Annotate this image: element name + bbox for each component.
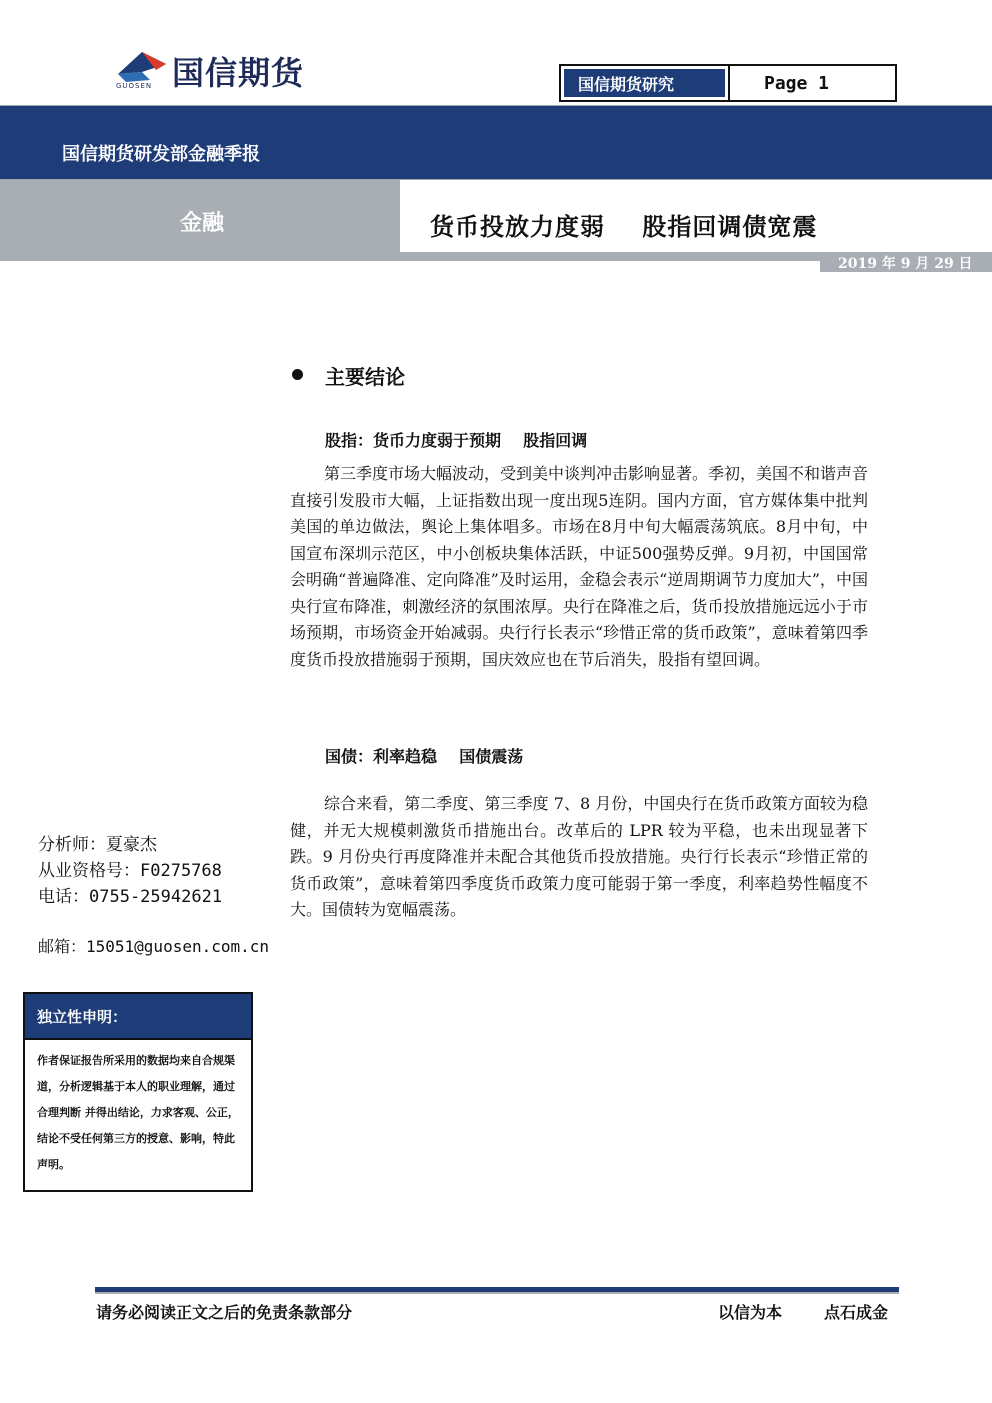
page-header-box xyxy=(559,64,897,102)
bullet-icon xyxy=(292,369,303,380)
analyst-phone: 电话：0755-25942621 xyxy=(38,887,223,907)
declaration-body: 作者保证报告所采用的数据均来自合规渠道，分析逻辑基于本人的职业理解，通过合理判断 并得出结论，力求客观、公正，结论不受任何第三方的授意、影响，特此声明。 xyxy=(37,1054,239,1171)
analyst-license: 从业资格号：F0275768 xyxy=(38,861,222,881)
bond-paragraph: 综合来看，第二季度、第三季度 7、8 月份，中国央行在货币政策方面较为稳健，并无大规模刺激货币措施出台。改革后的 LPR 较为平稳，也未出现显著下跌。9 月份央行再度降准并未配合其他货币投放措施。央行行长表示“珍惜正常的货币政策”，意味着第四季度货币政策力度可能弱于第一季度，利率趋势性幅度不大。国债转为宽幅震荡。 xyxy=(290,794,868,919)
stock-subtitle: 股指：货币力度弱于预期 股指回调 xyxy=(325,431,588,450)
report-headline: 货币投放力度弱 股指回调债宽震 xyxy=(430,212,818,241)
slogan-2: 点石成金 xyxy=(824,1303,889,1322)
analyst-email: 邮箱：15051@guosen.com.cn xyxy=(38,937,270,956)
research-label: 国信期货研究 xyxy=(561,66,728,100)
report-date: 2019 年 9 月 29 日 xyxy=(838,256,973,272)
page-number: Page 1 xyxy=(728,66,895,100)
declaration-title: 独立性申明： xyxy=(25,994,251,1040)
disclaimer-note: 请务必阅读正文之后的免责条款部分 xyxy=(96,1303,353,1322)
stock-paragraph: 第三季度市场大幅波动，受到美中谈判冲击影响显著。季初，美国不和谐声音直接引发股市大幅，上证指数出现一度出现5连阴。国内方面，官方媒体集中批判美国的单边做法，舆论上集体唱多。市场在8月中旬大幅震荡筑底。8月中旬，中国宣布深圳示范区，中小创板块集体活跃，中证500强势反弹。9月初，中国国常会明确“普遍降准、定向降准”及时运用，金稳会表示“逆周期调节力度加大”，中国央行宣布降准，刺激经济的氛围浓厚。央行在降准之后，货币投放措施远远小于市场预期，市场资金开始减弱。央行行长表示“珍惜正常的货币政策”，意味着第四季度货币投放措施弱于预期，国庆效应也在节后消失，股指有望回调。 xyxy=(290,464,869,669)
brand-name: 国信期货 xyxy=(172,54,305,92)
footer-rule-secondary xyxy=(95,1292,899,1294)
analyst-name: 分析师：夏豪杰 xyxy=(38,835,157,855)
independence-declaration xyxy=(23,992,253,1192)
section-title: 主要结论 xyxy=(325,365,405,389)
sector-label: 金融 xyxy=(180,210,225,236)
brand-sub: GUOSEN xyxy=(116,82,153,90)
slogan-1: 以信为本 xyxy=(718,1303,783,1322)
bond-subtitle: 国债：利率趋稳 国债震荡 xyxy=(325,747,524,766)
report-type: 国信期货研发部金融季报 xyxy=(62,144,260,165)
